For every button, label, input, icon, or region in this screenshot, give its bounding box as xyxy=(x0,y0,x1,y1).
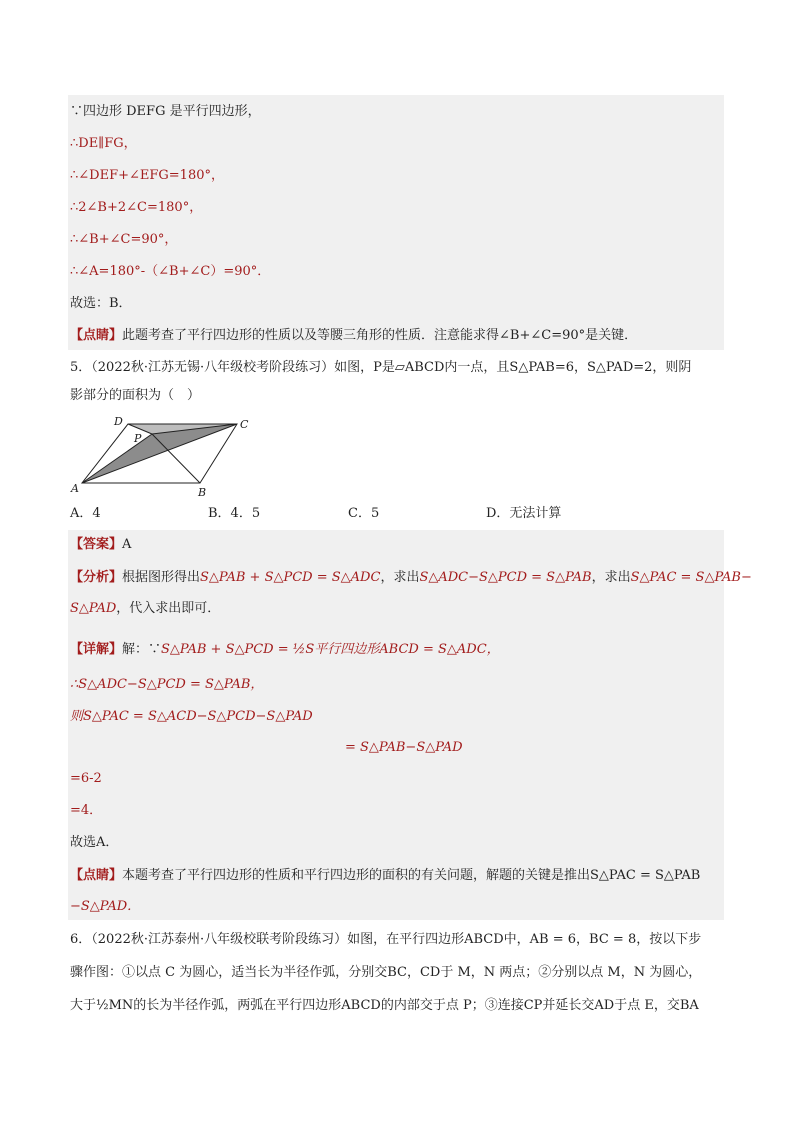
solution-line: ∴∠A=180°-（∠B+∠C）=90°． xyxy=(70,264,271,279)
detail-tag: 【详解】 xyxy=(70,642,123,657)
label-p: P xyxy=(134,432,142,445)
solution-line: ∴DE∥FG， xyxy=(70,136,137,151)
analysis-eq: S△ADC−S△PCD = S△PAB xyxy=(419,570,592,585)
analysis-line-2 xyxy=(70,599,220,619)
solution-line: 故选：B． xyxy=(70,296,132,311)
question-6-stem-cont: 骤作图：①以点 C 为圆心，适当长为半径作弧，分别交BC，CD于 M，N 两点；②分别以点 M，N 为圆心， xyxy=(70,965,702,980)
comment-tag: 【点睛】 xyxy=(70,868,123,883)
detail-line: 则S△PAC = S△ACD−S△PCD−S△PAD xyxy=(70,709,313,724)
option-d: D．无法计算 xyxy=(486,506,562,521)
label-d: D xyxy=(114,415,123,428)
answer-line xyxy=(70,535,131,555)
solution-line: ∴∠B+∠C=90°， xyxy=(70,232,178,247)
options-row xyxy=(70,504,561,524)
comment-line xyxy=(70,326,637,346)
answer-tag: 【答案】 xyxy=(70,537,123,552)
analysis-text: ，求出 xyxy=(380,570,420,585)
question-5-stem: 5．（2022秋·江苏无锡·八年级校考阶段练习）如图，P是▱ABCD内一点，且S△PAB=6，S△PAD=2，则阴 xyxy=(70,360,692,375)
detail-line: =6-2 xyxy=(70,771,102,786)
parallelogram-figure xyxy=(70,410,260,500)
detail-line xyxy=(70,640,500,660)
label-b: B xyxy=(198,486,207,499)
option-a: A．4 xyxy=(70,506,101,521)
analysis-tag: 【分析】 xyxy=(70,570,123,585)
option-b: B．4．5 xyxy=(208,506,261,521)
detail-eq: S△PAB + S△PCD = ½S平行四边形ABCD = S△ADC， xyxy=(161,642,500,657)
solution-line: ∴∠DEF+∠EFG=180°， xyxy=(70,168,224,183)
solution-line: ∵四边形 DEFG 是平行四边形， xyxy=(70,104,261,119)
comment-line xyxy=(70,866,700,886)
question-6-stem-cont: 大于½MN的长为半径作弧，两弧在平行四边形ABCD的内部交于点 P；③连接CP并延长交AD于点 E，交BA xyxy=(70,998,699,1013)
question-5-stem-cont: 影部分的面积为（ ） xyxy=(70,388,201,403)
comment-line-2: −S△PAD． xyxy=(70,899,141,914)
analysis-eq: S△PAC = S△PAB− xyxy=(630,570,752,585)
option-c: C．5 xyxy=(348,506,380,521)
label-a: A xyxy=(71,482,79,495)
question-6-stem: 6．（2022秋·江苏泰州·八年级校联考阶段练习）如图，在平行四边形ABCD中，AB = 6，BC = 8，按以下步 xyxy=(70,932,702,947)
comment-text: 本题考查了平行四边形的性质和平行四边形的面积的有关问题，解题的关键是推出S△PAC = S△PAB xyxy=(122,868,701,883)
analysis-eq: S△PAD xyxy=(70,601,117,616)
analysis-text: ，代入求出即可． xyxy=(116,601,221,616)
analysis-eq: S△PAB + S△PCD = S△ADC xyxy=(200,570,381,585)
detail-text: 解：∵ xyxy=(122,642,162,657)
comment-text: 此题考查了平行四边形的性质以及等腰三角形的性质．注意能求得∠B+∠C=90°是关键． xyxy=(122,328,638,343)
analysis-line xyxy=(70,568,752,588)
solution-line: ∴2∠B+2∠C=180°， xyxy=(70,200,203,215)
detail-line: = S△PAB−S△PAD xyxy=(345,740,463,755)
detail-line: =4． xyxy=(70,803,103,818)
analysis-text: ，求出 xyxy=(591,570,631,585)
label-c: C xyxy=(240,418,249,431)
detail-line: ∴S△ADC−S△PCD = S△PAB， xyxy=(70,677,264,692)
comment-tag: 【点睛】 xyxy=(70,328,123,343)
detail-line: 故选A． xyxy=(70,835,119,850)
analysis-text: 根据图形得出 xyxy=(122,570,201,585)
answer-value: A xyxy=(122,537,132,552)
solution-block-shade xyxy=(68,95,724,350)
